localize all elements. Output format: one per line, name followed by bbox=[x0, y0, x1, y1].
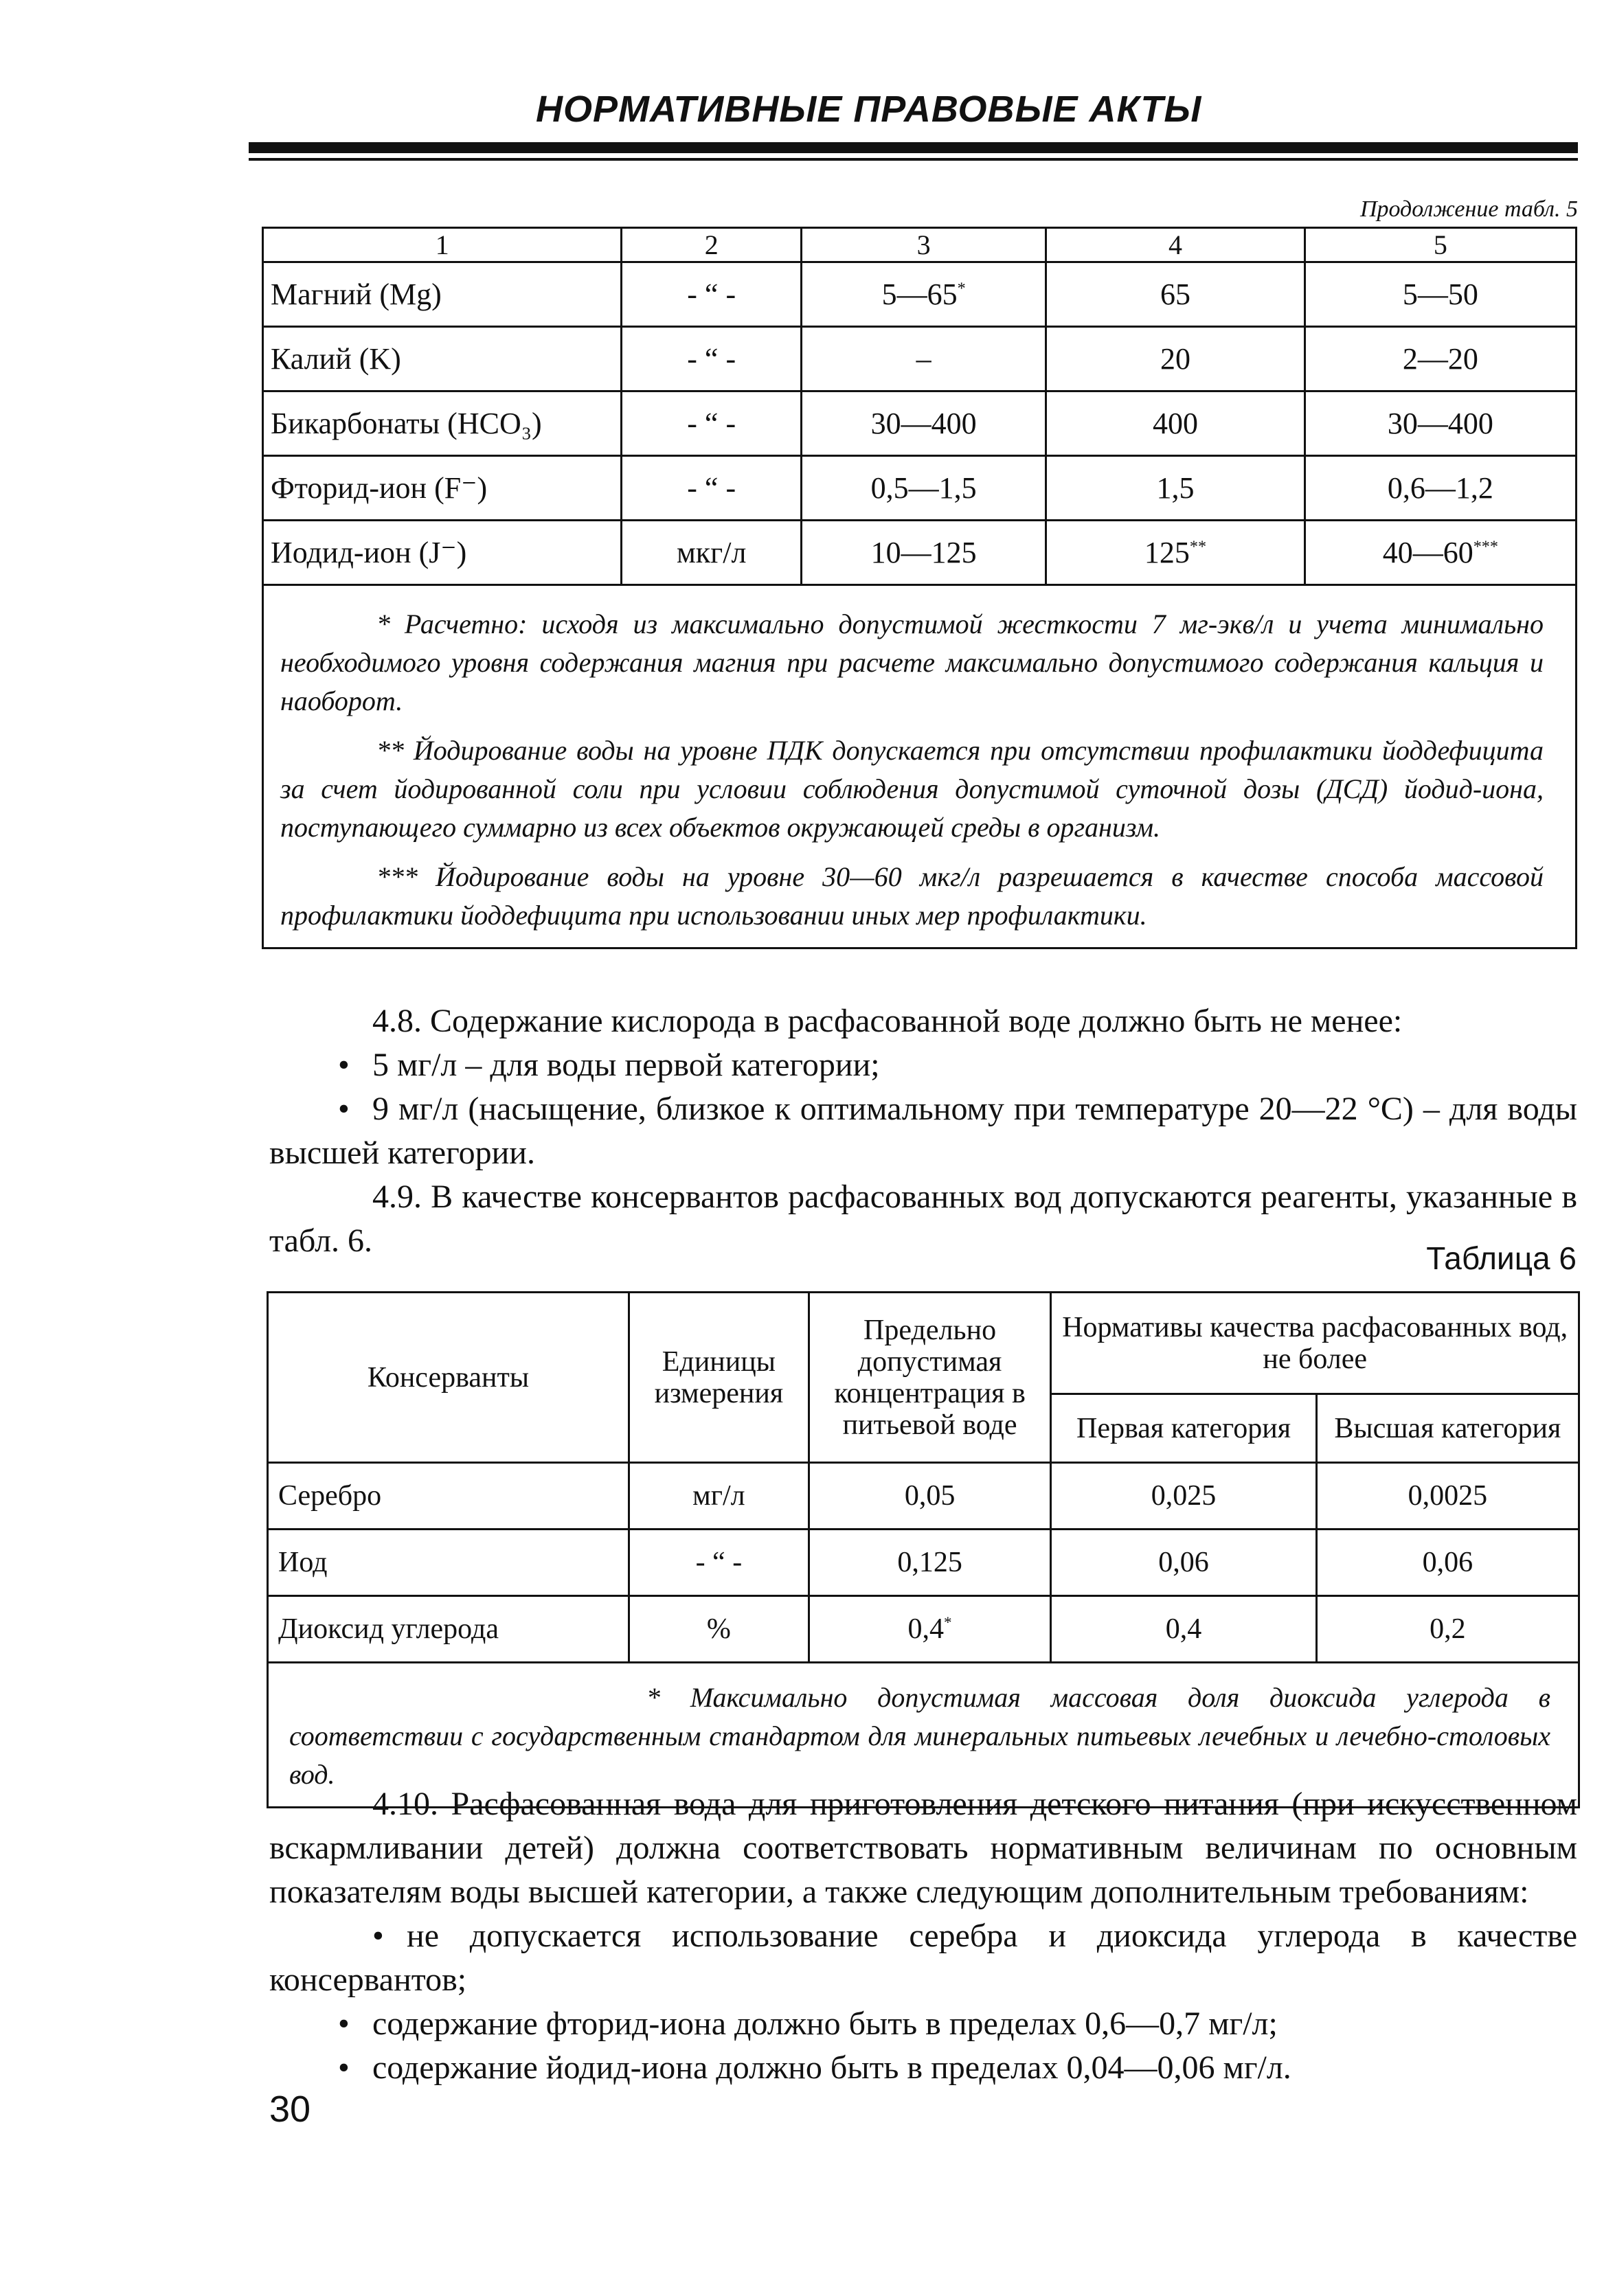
table-notes bbox=[263, 585, 1577, 948]
indicator-name: Калий (K) bbox=[263, 327, 622, 391]
table-notes-row bbox=[263, 585, 1577, 948]
table-6 bbox=[267, 1291, 1580, 1808]
highest-category-cell: 0,2 bbox=[1316, 1596, 1579, 1663]
paragraph: 4.10. Расфасованная вода для приготовления детского питания (при искусственном вскармливании детей) должна соответствовать нормативным величинам по основным показателям воды высшей категории, а также следующим дополнительным требованиям: bbox=[269, 1786, 1577, 1910]
header-rule-thick bbox=[249, 142, 1578, 153]
table-caption: Таблица 6 bbox=[1426, 1240, 1577, 1276]
bullet-icon: • bbox=[338, 2005, 350, 2042]
column-number: 2 bbox=[622, 228, 802, 262]
range-cell: 10—125 bbox=[801, 521, 1046, 585]
table-row bbox=[263, 391, 1577, 456]
mac-cell: 0,125 bbox=[809, 1530, 1051, 1596]
running-header: НОРМАТИВНЫЕ ПРАВОВЫЕ АКТЫ bbox=[536, 89, 1202, 130]
unit-cell: % bbox=[629, 1596, 809, 1663]
page-number: 30 bbox=[269, 2089, 311, 2130]
unit-cell: - “ - bbox=[629, 1530, 809, 1596]
bullet-item: • содержание фторид-иона должно быть в пределах 0,6—0,7 мг/л; bbox=[269, 2002, 1577, 2046]
mac-cell: 0,05 bbox=[809, 1463, 1051, 1530]
unit-cell: мкг/л bbox=[622, 521, 802, 585]
max-cell: 20 bbox=[1046, 327, 1305, 391]
paragraph: 4.8. Содержание кислорода в расфасованной воде должно быть не менее: bbox=[372, 1003, 1403, 1039]
table-5-continuation bbox=[262, 227, 1577, 949]
range-cell: 30—400 bbox=[801, 391, 1046, 456]
recommended-cell: 30—400 bbox=[1305, 391, 1576, 456]
bullet-item: • не допускается использование серебра и диоксида углерода в качестве консервантов; bbox=[269, 1914, 1577, 2002]
header-row bbox=[268, 1293, 1579, 1394]
mac-cell: 0,4* bbox=[809, 1596, 1051, 1663]
bullet-item: • содержание йодид-иона должно быть в пределах 0,04—0,06 мг/л. bbox=[269, 2046, 1577, 2090]
table-continuation-label: Продолжение табл. 5 bbox=[1359, 196, 1578, 222]
section-4-10 bbox=[269, 1782, 1577, 2090]
paragraph: 4.9. В качестве консервантов расфасованных вод допускаются реагенты, указанные в табл. 6. bbox=[269, 1179, 1577, 1259]
column-number-row bbox=[263, 228, 1577, 262]
indicator-name: Иодид-ион (J⁻) bbox=[263, 521, 622, 585]
col-header-norms: Нормативы качества расфасованных вод, не более bbox=[1051, 1293, 1579, 1394]
section-4-8-4-9 bbox=[269, 999, 1577, 1263]
column-number: 1 bbox=[263, 228, 622, 262]
table-row bbox=[268, 1596, 1579, 1663]
col-header-preservatives: Консерванты bbox=[268, 1293, 629, 1463]
indicator-name: Магний (Mg) bbox=[263, 262, 622, 327]
table-row bbox=[263, 327, 1577, 391]
max-cell: 65 bbox=[1046, 262, 1305, 327]
unit-cell: мг/л bbox=[629, 1463, 809, 1530]
table-row bbox=[263, 262, 1577, 327]
header-rule-thin bbox=[249, 158, 1578, 161]
preservative-name: Иод bbox=[268, 1530, 629, 1596]
recommended-cell: 0,6—1,2 bbox=[1305, 456, 1576, 521]
bullet-item: • 5 мг/л – для воды первой категории; bbox=[269, 1043, 1577, 1087]
first-category-cell: 0,4 bbox=[1051, 1596, 1316, 1663]
max-cell: 125** bbox=[1046, 521, 1305, 585]
table-row bbox=[263, 521, 1577, 585]
col-header-units: Единицы измерения bbox=[629, 1293, 809, 1463]
footnote: ** Йодирование воды на уровне ПДК допускается при отсутствии профилактики йоддефицита за счет йодированной соли при условии соблюдения допустимой суточной дозы (ДСД) йодид-иона, поступающего суммарно из всех объектов окружающей среды в организм. bbox=[280, 735, 1544, 843]
unit-cell: - “ - bbox=[622, 262, 802, 327]
preservative-name: Диоксид углерода bbox=[268, 1596, 629, 1663]
range-cell: 5—65* bbox=[801, 262, 1046, 327]
column-number: 4 bbox=[1046, 228, 1305, 262]
first-category-cell: 0,06 bbox=[1051, 1530, 1316, 1596]
col-header-first: Первая категория bbox=[1051, 1394, 1316, 1463]
recommended-cell: 5—50 bbox=[1305, 262, 1576, 327]
footnote: * Расчетно: исходя из максимально допустимой жесткости 7 мг-экв/л и учета минимально необходимого уровня содержания магния при расчете максимально допустимого содержания кальция и наоборот. bbox=[280, 609, 1544, 716]
bullet-icon: • bbox=[338, 1091, 350, 1127]
bullet-item: • 9 мг/л (насыщение, близкое к оптимальному при температуре 20—22 °С) – для воды высшей категории. bbox=[269, 1087, 1577, 1175]
table-row bbox=[263, 456, 1577, 521]
range-cell: – bbox=[801, 327, 1046, 391]
bullet-icon: • bbox=[338, 1047, 350, 1083]
unit-cell: - “ - bbox=[622, 456, 802, 521]
table-row bbox=[268, 1463, 1579, 1530]
column-number: 5 bbox=[1305, 228, 1576, 262]
max-cell: 1,5 bbox=[1046, 456, 1305, 521]
indicator-name: Бикарбонаты (HCO₃) bbox=[263, 391, 622, 456]
col-header-highest: Высшая категория bbox=[1316, 1394, 1579, 1463]
unit-cell: - “ - bbox=[622, 327, 802, 391]
footnote: *** Йодирование воды на уровне 30—60 мкг/л разрешается в качестве способа массовой профилактики йоддефицита при использовании иных мер профилактики. bbox=[280, 861, 1544, 931]
col-header-mac: Предельно допустимая концентрация в питьевой воде bbox=[809, 1293, 1051, 1463]
bullet-icon: • bbox=[338, 2049, 350, 2086]
highest-category-cell: 0,06 bbox=[1316, 1530, 1579, 1596]
table-row bbox=[268, 1530, 1579, 1596]
recommended-cell: 40—60*** bbox=[1305, 521, 1576, 585]
unit-cell: - “ - bbox=[622, 391, 802, 456]
highest-category-cell: 0,0025 bbox=[1316, 1463, 1579, 1530]
recommended-cell: 2—20 bbox=[1305, 327, 1576, 391]
preservative-name: Серебро bbox=[268, 1463, 629, 1530]
max-cell: 400 bbox=[1046, 391, 1305, 456]
bullet-icon: • bbox=[372, 1918, 384, 1954]
first-category-cell: 0,025 bbox=[1051, 1463, 1316, 1530]
indicator-name: Фторид-ион (F⁻) bbox=[263, 456, 622, 521]
column-number: 3 bbox=[801, 228, 1046, 262]
range-cell: 0,5—1,5 bbox=[801, 456, 1046, 521]
footnote: * Максимально допустимая массовая доля диоксида углерода в соответствии с государственным стандартом для минеральных питьевых лечебных и лечебно-столовых вод. bbox=[289, 1682, 1550, 1790]
